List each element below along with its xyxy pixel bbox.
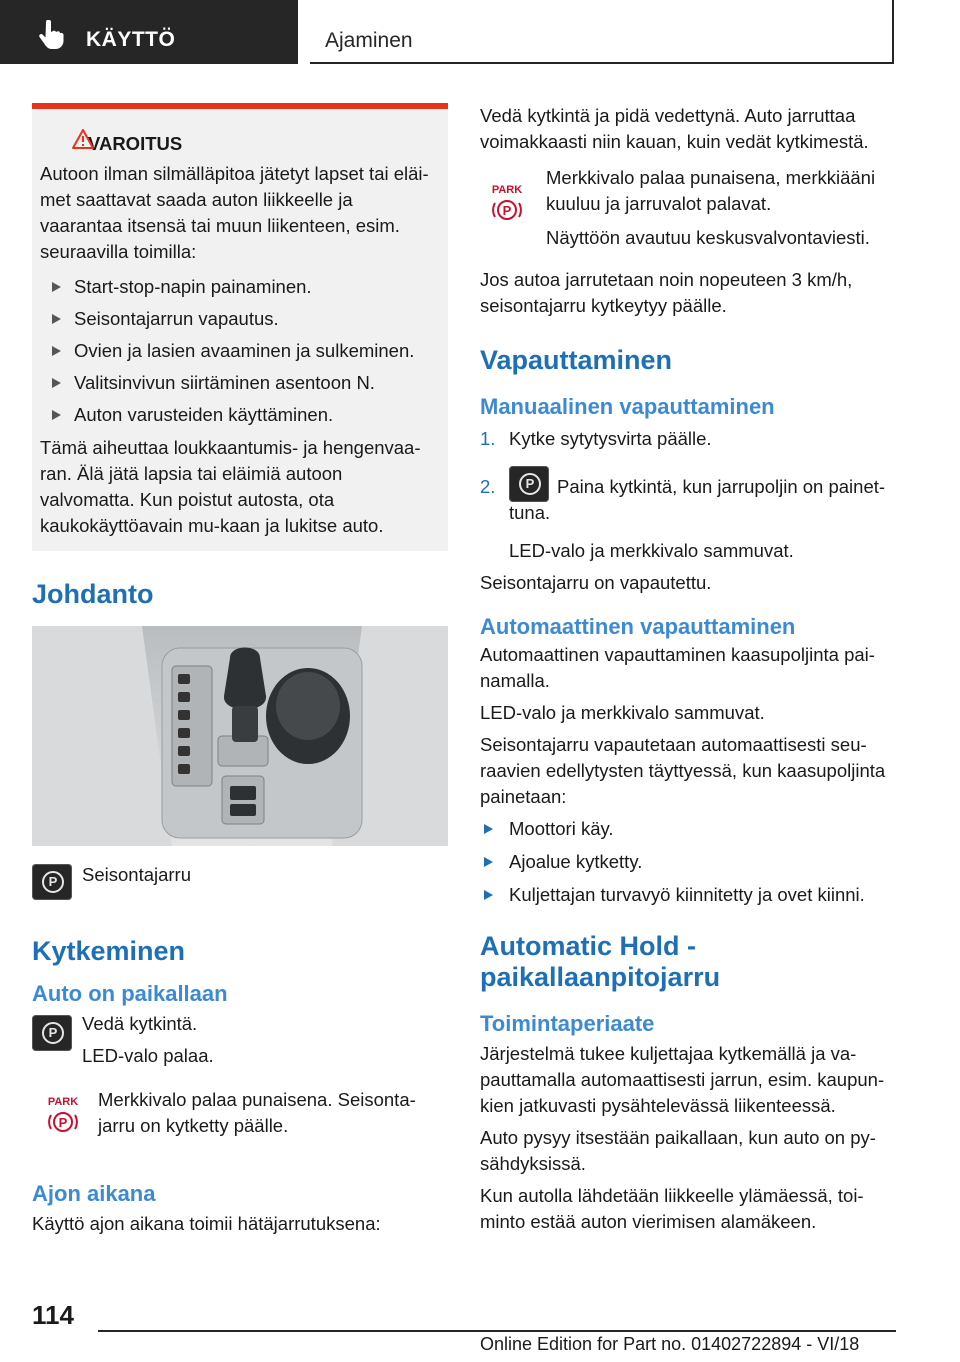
step-number: 2. — [480, 476, 496, 497]
heading-johdanto: Johdanto — [32, 579, 154, 609]
uphill-text: Kun autolla lähdetään liikkeelle ylämäessä, toi-minto estää auton vierimisen alamäkeen. — [480, 1185, 864, 1232]
auto-release-conditions: Seisontajarru vapautetaan automaattisesti seu-raavien edellytysten täyttyessä, kun kaasupoljinta painetaan: — [480, 734, 886, 807]
indicator-message: Näyttöön avautuu keskusvalvontaviesti. — [546, 227, 870, 248]
bullet-triangle-icon — [484, 824, 493, 834]
list-item: Seisontajarrun vapautus. — [40, 303, 440, 335]
list-item: Ovien ja lasien avaaminen ja sulkeminen. — [40, 335, 440, 367]
list-item: Moottori käy. — [480, 812, 896, 845]
step-text: Paina kytkintä, kun jarrupoljin on painet-tuna. — [509, 476, 886, 523]
led-off-text: LED-valo ja merkkivalo sammuvat. — [480, 702, 765, 723]
center-console-illustration — [32, 626, 448, 846]
hold-pull-text: Vedä kytkintä ja pidä vedettynä. Auto jarruttaa voimakkaasti niin kauan, kuin vedät kytkimestä. — [480, 105, 869, 152]
warning-triangle-icon — [72, 129, 94, 149]
center-console-image — [32, 626, 448, 846]
list-item: Kuljettajan turvavyö kiinnitetty ja ovet kiinni. — [480, 878, 896, 911]
warning-title-text: VAROITUS — [88, 133, 183, 154]
step-text: Kytke sytytysvirta päälle. — [509, 428, 712, 449]
speed-note: Jos autoa jarrutetaan noin nopeuteen 3 km/h, seisontajarru kytkeytyy päälle. — [480, 269, 853, 316]
left-column — [32, 103, 448, 1237]
heading-manual-release: Manuaalinen vapauttaminen — [480, 394, 775, 419]
section-title: Ajaminen — [325, 29, 413, 52]
indicator-text: Merkkivalo palaa punaisena. Seisonta-jarru on kytketty päälle. — [98, 1089, 416, 1136]
park-warning-light-icon — [46, 1093, 80, 1135]
image-caption: Seisontajarru — [82, 864, 192, 885]
svg-text:PARK: PARK — [491, 184, 523, 196]
edition-note: Online Edition for Part no. 01402722894 - VI/18 — [480, 1334, 860, 1354]
auto-release-text: Automaattinen vapauttaminen kaasupoljinta pai-namalla. — [480, 644, 875, 691]
parking-brake-button-icon: P — [509, 466, 549, 502]
svg-text:P: P — [502, 203, 512, 218]
step-1 — [480, 426, 896, 456]
heading-auto-paikallaan: Auto on paikallaan — [32, 981, 228, 1006]
heading-principle: Toimintaperiaate — [480, 1011, 655, 1036]
parking-brake-button-icon: P — [32, 864, 72, 900]
heading-kytkeminen: Kytkeminen — [32, 936, 186, 966]
park-indicator-row — [480, 165, 896, 249]
svg-text:P: P — [58, 1115, 68, 1130]
heading-vapauttaminen: Vapauttaminen — [480, 345, 673, 375]
page-number: 114 — [32, 1300, 74, 1330]
step-number: 1. — [480, 428, 496, 449]
warning-box — [32, 103, 448, 551]
caption-row — [32, 864, 448, 908]
heading-automatic-hold: Automatic Hold - paikallaanpitojarru — [480, 931, 721, 992]
step-result: LED-valo ja merkkivalo sammuvat. — [509, 540, 794, 561]
chapter-tab — [0, 0, 298, 64]
hand-pointer-icon — [38, 20, 64, 50]
right-column — [480, 103, 896, 1235]
park-indicator-row — [32, 1087, 448, 1151]
bullet-triangle-icon — [52, 378, 61, 388]
bullet-triangle-icon — [484, 857, 493, 867]
svg-text:PARK: PARK — [47, 1096, 79, 1108]
warning-outro: Tämä aiheuttaa loukkaantumis- ja hengenvaa-ran. Älä jätä lapsia tai eläimiä autoon valvomatta. Kun poistut autosta, ota kaukokäyttöavain mu-kaan ja lukitse auto. — [40, 437, 421, 536]
list-item: Start-stop-napin painaminen. — [40, 271, 440, 303]
bullet-triangle-icon — [484, 890, 493, 900]
section-tab — [310, 0, 894, 64]
bullet-triangle-icon — [52, 346, 61, 356]
list-item: Ajoalue kytketty. — [480, 845, 896, 878]
conditions-list — [480, 812, 896, 911]
warning-list — [40, 271, 440, 431]
step-2 — [480, 466, 896, 530]
warning-title — [76, 133, 440, 155]
standstill-text: Auto pysyy itsestään paikallaan, kun auto on py-sähdyksissä. — [480, 1127, 876, 1174]
principle-text: Järjestelmä tukee kuljettajaa kytkemällä ja va-pauttamalla automaattisesti jarrun, esim. kaupun-kien jatkuvasti pysähtelevässä liikenteessä. — [480, 1043, 885, 1116]
chapter-title: KÄYTTÖ — [86, 28, 176, 51]
list-item: Valitsinvivun siirtäminen asentoon N. — [40, 367, 440, 399]
bullet-triangle-icon — [52, 314, 61, 324]
footer-divider — [98, 1330, 896, 1332]
list-item: Auton varusteiden käyttäminen. — [40, 399, 440, 431]
bullet-triangle-icon — [52, 410, 61, 420]
driving-text: Käyttö ajon aikana toimii hätäjarrutuksena: — [32, 1213, 381, 1234]
instruction-text: Vedä kytkintä. — [82, 1013, 198, 1034]
heading-automatic-release: Automaattinen vapauttaminen — [480, 614, 796, 639]
released-text: Seisontajarru on vapautettu. — [480, 572, 712, 593]
instruction-result: LED-valo palaa. — [82, 1045, 214, 1066]
pull-switch-row — [32, 1011, 448, 1071]
parking-brake-button-icon: P — [32, 1015, 72, 1051]
bullet-triangle-icon — [52, 282, 61, 292]
indicator-text: Merkkivalo palaa punaisena, merkkiääni kuuluu ja jarruvalot palavat. — [546, 167, 876, 214]
park-warning-light-icon — [490, 181, 524, 223]
warning-intro: Autoon ilman silmälläpitoa jätetyt lapset tai eläi-met saattavat saada auton liikkeelle ja vaarantaa itsensä tai muun liikenteen, esim. seuraavilla toimilla: — [40, 163, 429, 262]
heading-ajon-aikana: Ajon aikana — [32, 1181, 156, 1206]
